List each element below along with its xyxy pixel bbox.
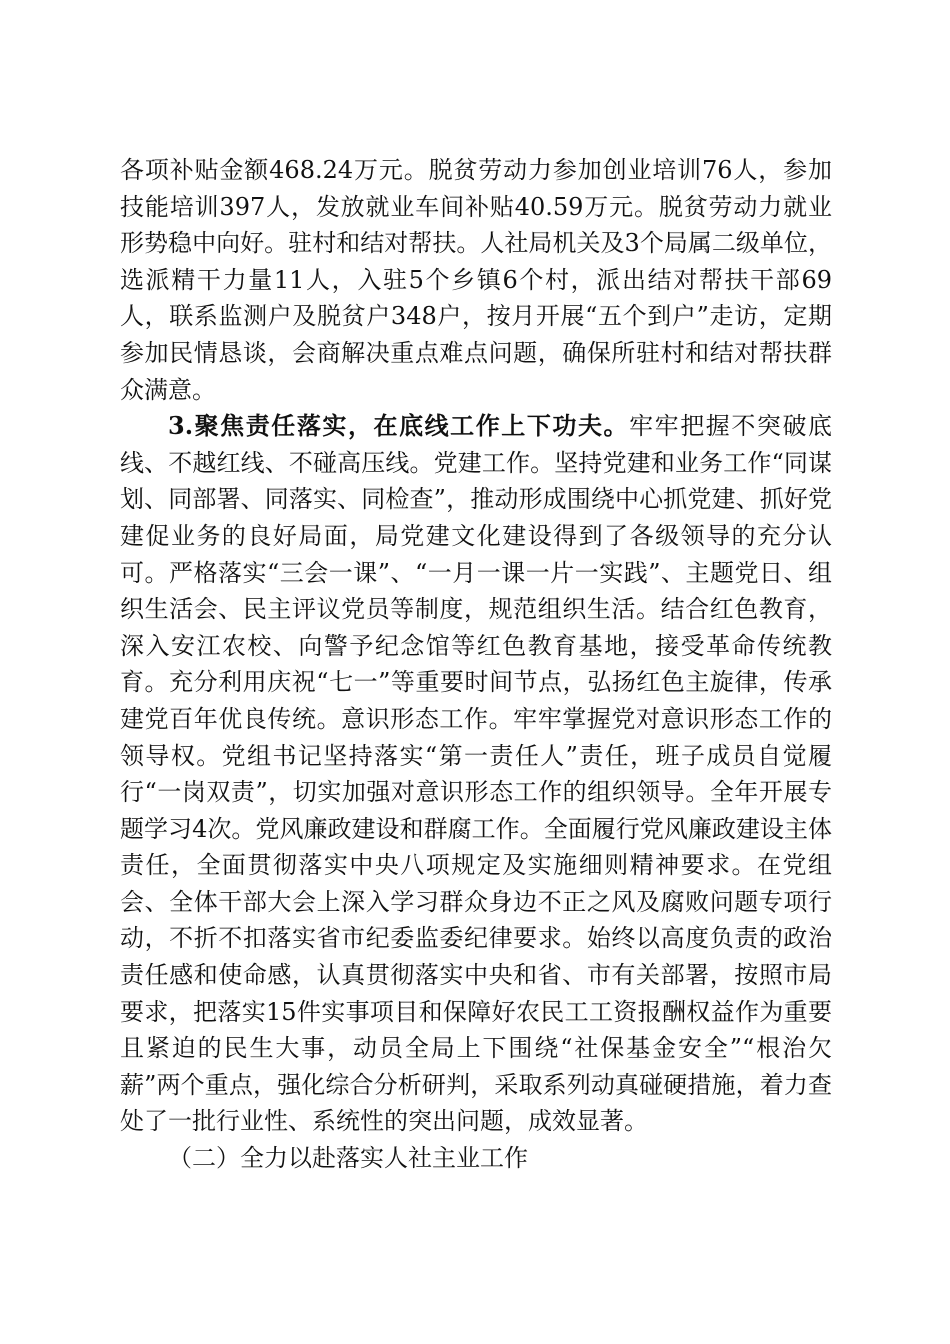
paragraph-subsidy-and-assistance: 各项补贴金额468.24万元。脱贫劳动力参加创业培训76人，参加技能培训397人，发放就业车间补贴40.59万元。脱贫劳动力就业形势稳中向好。驻村和结对帮扶。人社局机关及3个局属二级单位，选派精干力量11人，入驻5个乡镇6个村，派出结对帮扶干部69人，联系监测户及脱贫户348户，按月开展“五个到户”走访，定期参加民情恳谈，会商解决重点难点问题，确保所驻村和结对帮扶群众满意。	[120, 156, 832, 404]
paragraph-heading-responsibility: 3.聚焦责任落实，在底线工作上下功夫。	[168, 411, 630, 441]
paragraph-responsibility	[120, 408, 832, 1140]
document-body	[120, 152, 832, 1177]
paragraph-body-responsibility: 牢牢把握不突破底线、不越红线、不碰高压线。党建工作。坚持党建和业务工作“同谋划、同部署、同落实、同检查”，推动形成围绕中心抓党建、抓好党建促业务的良好局面，局党建文化建设得到了各级领导的充分认可。严格落实“三会一课”、“一月一课一片一实践”、主题党日、组织生活会、民主评议党员等制度，规范组织生活。结合红色教育，深入安江农校、向警予纪念馆等红色教育基地，接受革命传统教育。充分利用庆祝“七一”等重要时间节点，弘扬红色主旋律，传承建党百年优良传统。意识形态工作。牢牢掌握党对意识形态工作的领导权。党组书记坚持落实“第一责任人”责任，班子成员自觉履行“一岗双责”，切实加强对意识形态工作的组织领导。全年开展专题学习4次。党风廉政建设和群腐工作。全面履行党风廉政建设主体责任，全面贯彻落实中央八项规定及实施细则精神要求。在党组会、全体干部大会上深入学习群众身边不正之风及腐败问题专项行动，不折不扣落实省市纪委监委纪律要求。始终以高度负责的政治责任感和使命感，认真贯彻落实中央和省、市有关部署，按照市局要求，把落实15件实事项目和保障好农民工工资报酬权益作为重要且紧迫的民生大事，动员全局上下围绕“社保基金安全”“根治欠薪”两个重点，强化综合分析研判，采取系列动真碰硬措施，着力查处了一批行业性、系统性的突出问题，成效显著。	[120, 412, 832, 1136]
section-heading-main-work: （二）全力以赴落实人社主业工作	[168, 1144, 528, 1173]
